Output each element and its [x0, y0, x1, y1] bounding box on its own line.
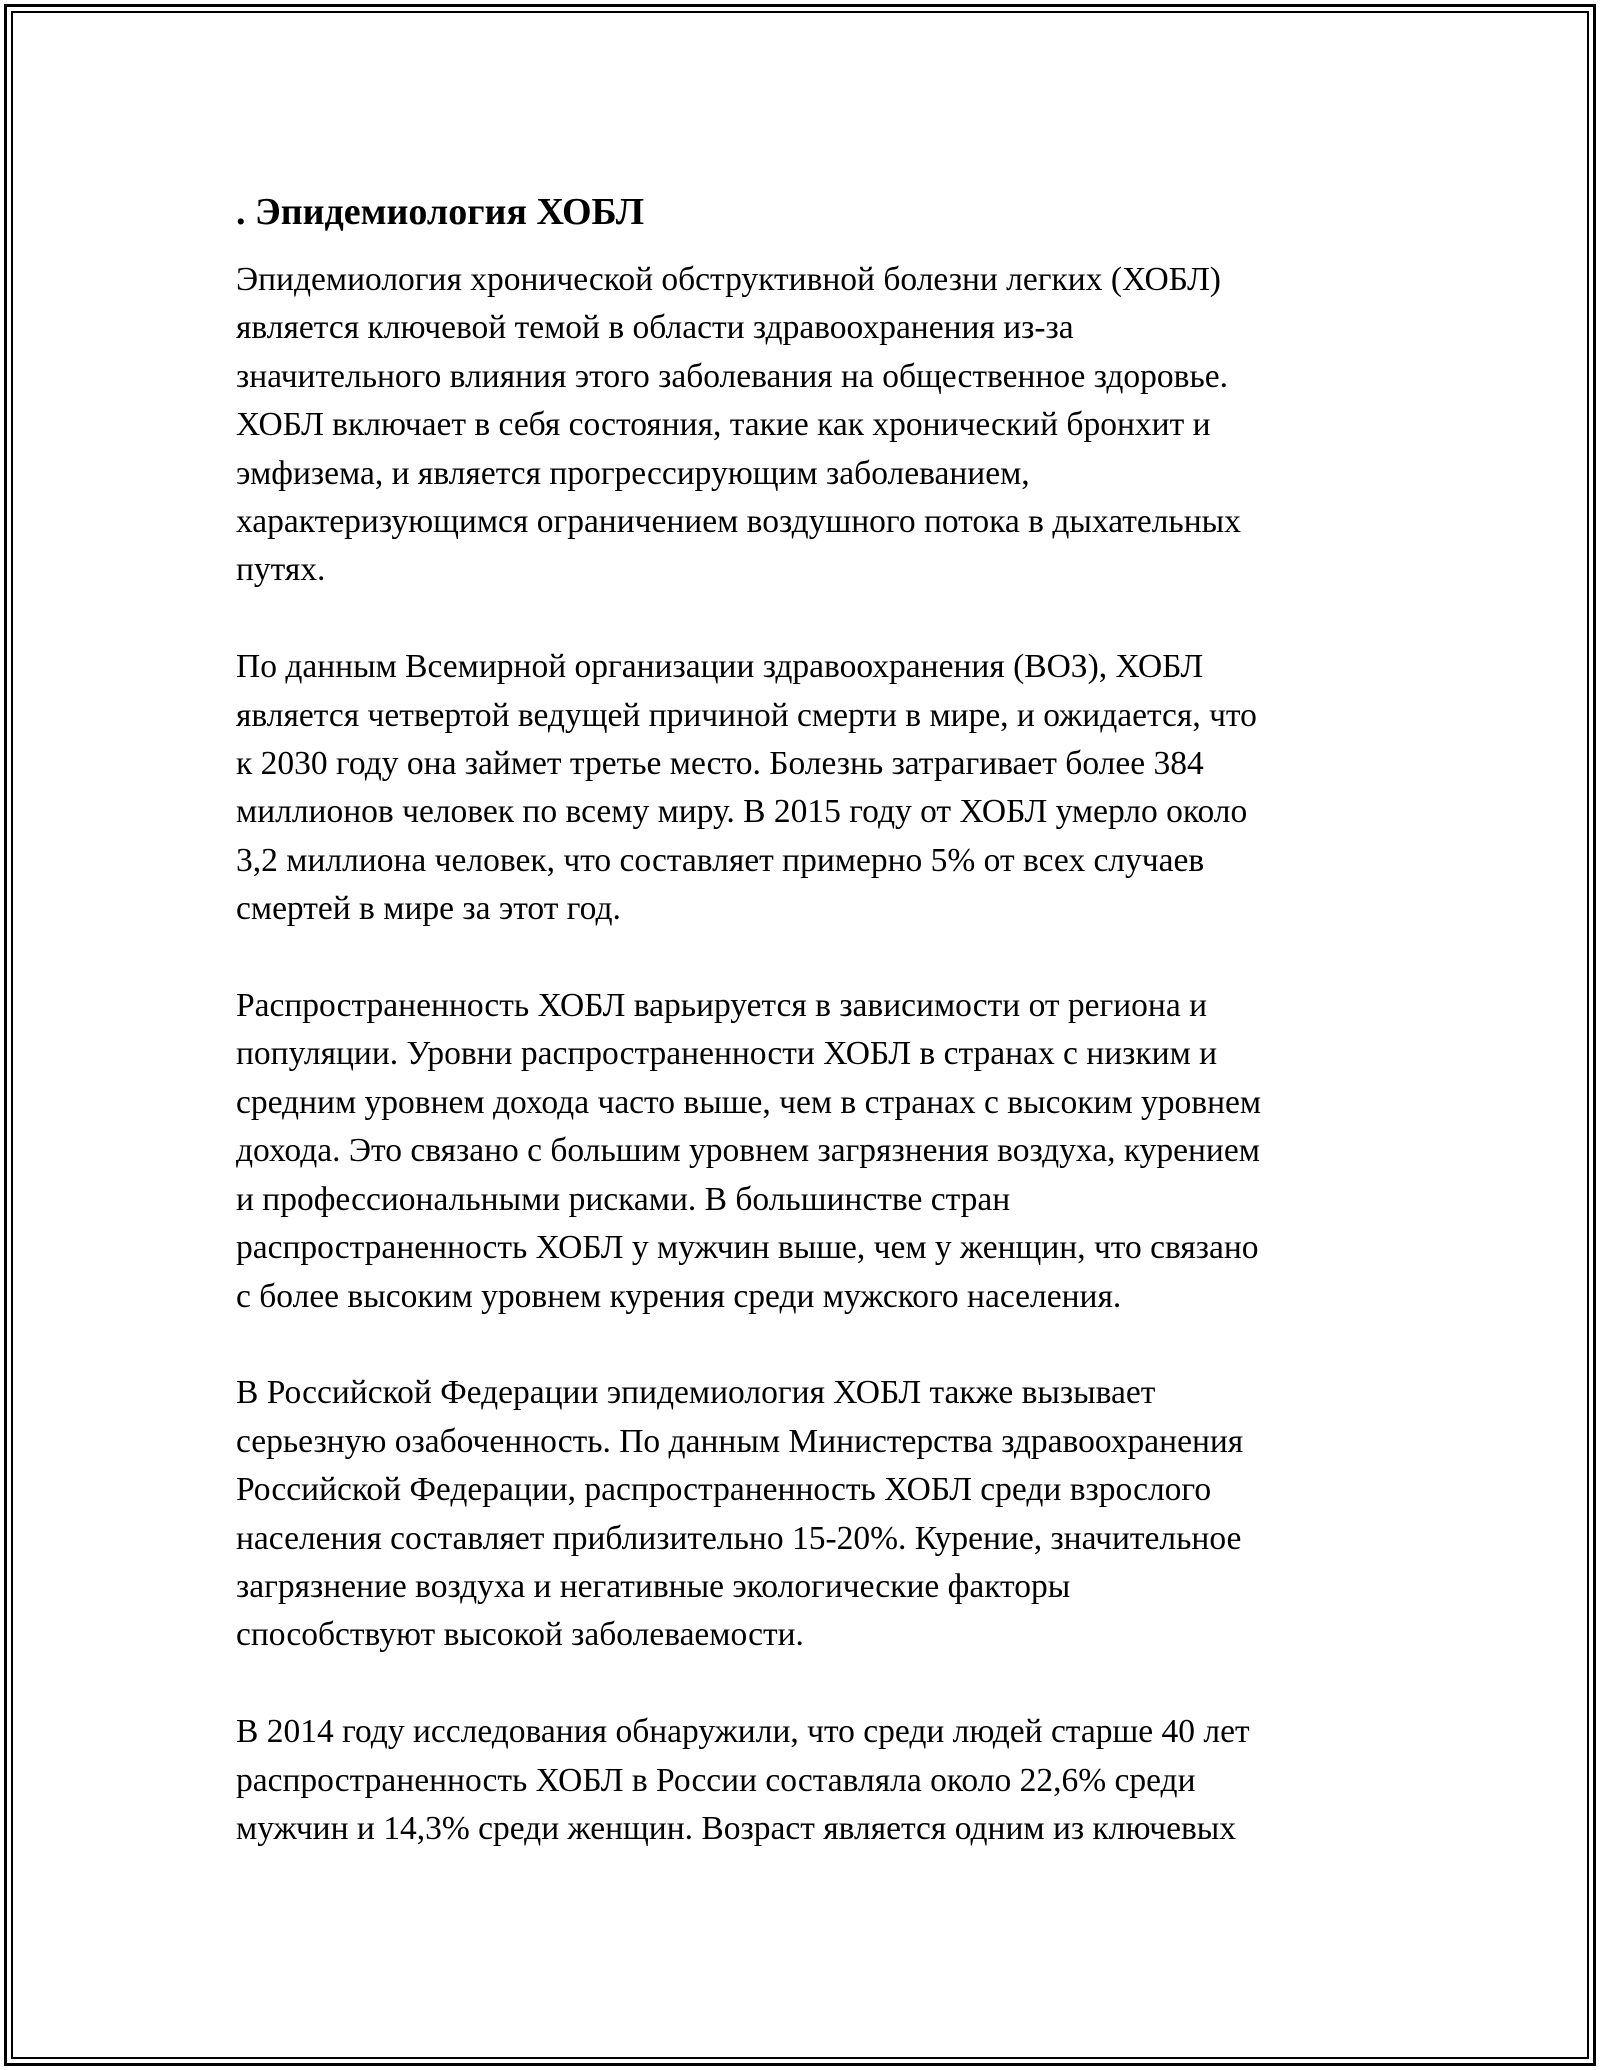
section-heading: . Эпидемиология ХОБЛ: [236, 191, 645, 233]
paragraph-who-intro: Эпидемиология хронической обструктивной болезни легких (ХОБЛ) является ключевой темой в области здравоохранения из-за значительного влияния этого заболевания на общественное здоровье. ХОБЛ включает в себя состояния, такие как хронический бронхит и эмфизема, и является прогрессирующим заболеванием, характеризующимся ограничением воздушного потока в дыхательных путях.: [236, 261, 1241, 589]
document-body: [236, 188, 1386, 1853]
paragraph-prevalence-regions: Распространенность ХОБЛ варьируется в зависимости от региона и популяции. Уровни распространенности ХОБЛ в странах с низким и средним уровнем дохода часто выше, чем в странах с высоким уровнем дохода. Это связано с большим уровнем загрязнения воздуха, курением и профессиональными рисками. В большинстве стран распространенность ХОБЛ у мужчин выше, чем у женщин, что связано с более высоким уровнем курения среди мужского населения.: [236, 987, 1262, 1315]
paragraph-russian-federation: В Российской Федерации эпидемиология ХОБЛ также вызывает серьезную озабоченность. По данным Министерства здравоохранения Российской Федерации, распространенность ХОБЛ среди взрослого населения составляет приблизительно 15-20%. Курение, значительное загрязнение воздуха и негативные экологические факторы способствуют высокой заболеваемости.: [236, 1374, 1244, 1654]
paragraph-2014-study: В 2014 году исследования обнаружили, что среди людей старше 40 лет распространенность ХОБЛ в России составляла около 22,6% среди мужчин и 14,3% среди женщин. Возраст является одним из ключевых: [236, 1713, 1250, 1847]
paragraph-who-statistics: По данным Всемирной организации здравоохранения (ВОЗ), ХОБЛ является четвертой ведущей причиной смерти в мире, и ожидается, что к 2030 году она займет третье место. Болезнь затрагивает более 384 миллионов человек по всему миру. В 2015 году от ХОБЛ умерло около 3,2 миллиона человек, что составляет примерно 5% от всех случаев смертей в мире за этот год.: [236, 648, 1257, 928]
